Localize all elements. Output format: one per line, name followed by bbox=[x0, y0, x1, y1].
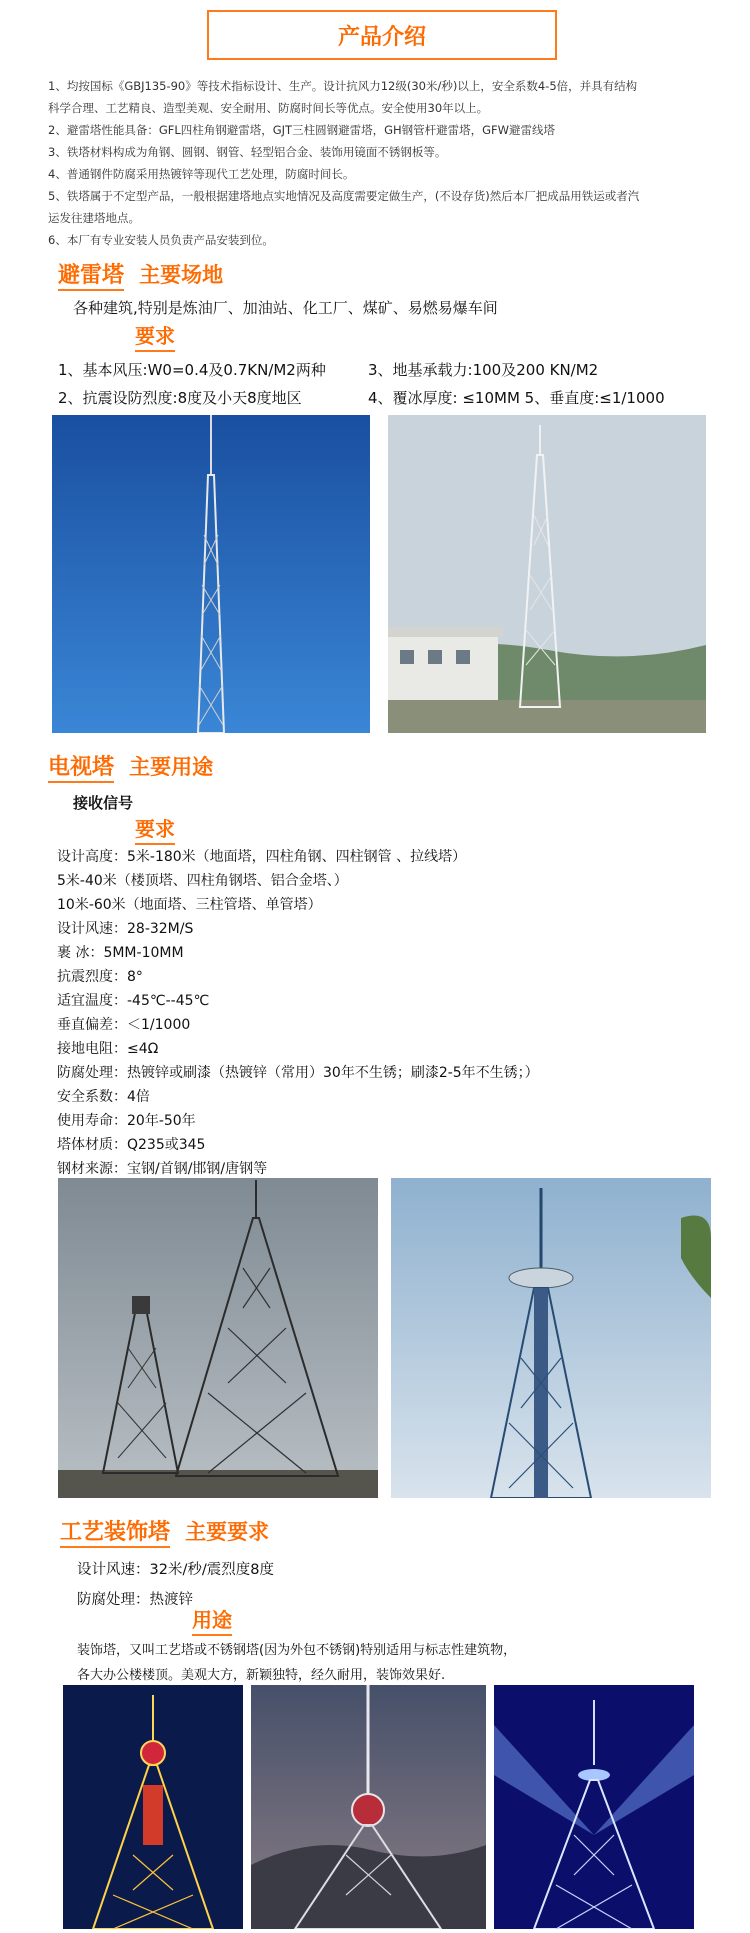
spec-item: 适宜温度：-45℃--45℃ bbox=[57, 993, 210, 1009]
deco-usage-title: 用途 bbox=[192, 1604, 232, 1636]
tv-tower-photo-2 bbox=[391, 1178, 711, 1498]
spec-item: 10米-60米（地面塔、三柱管塔、单管塔） bbox=[57, 897, 322, 913]
usage-line: 装饰塔，又叫工艺塔或不锈钢塔(因为外包不锈钢)特别适用与标志性建筑物， bbox=[77, 1643, 517, 1658]
tv-spec-list bbox=[57, 845, 539, 1181]
intro-line: 4、普通钢件防腐采用热镀锌等现代工艺处理，防腐时间长。 bbox=[48, 167, 355, 181]
spec-item: 接地电阻：≤4Ω bbox=[57, 1041, 159, 1057]
intro-line: 6、本厂有专业安装人员负责产品安装到位。 bbox=[48, 233, 274, 247]
spec-item: 设计风速：32米/秒/震烈度8度 bbox=[77, 1562, 274, 1578]
spec-item: 垂直偏差：＜1/1000 bbox=[57, 1017, 191, 1033]
tv-usage: 接收信号 bbox=[73, 794, 134, 812]
lightning-req-right bbox=[368, 356, 665, 412]
spec-item: 安全系数：4倍 bbox=[57, 1089, 150, 1105]
intro-line: 3、铁塔材料构成为角钢、圆钢、钢管、轻型铝合金、装饰用镜面不锈钢板等。 bbox=[48, 145, 447, 159]
deco-tower-photo-2 bbox=[251, 1685, 486, 1929]
intro-text bbox=[48, 75, 728, 251]
lightning-tower-photo-1 bbox=[52, 415, 370, 733]
spec-item: 5米-40米（楼顶塔、四柱角钢塔、铝合金塔、） bbox=[57, 873, 348, 889]
tv-tower-photo-1 bbox=[58, 1178, 378, 1498]
deco-section-heading bbox=[60, 1515, 269, 1546]
spec-item: 防腐处理：热渡锌 bbox=[77, 1592, 193, 1608]
spec-item: 设计风速：28-32M/S bbox=[57, 921, 194, 937]
lightning-sites: 各种建筑,特别是炼油厂、加油站、化工厂、煤矿、易燃易爆车间 bbox=[73, 299, 498, 317]
deco-tower-photo-3 bbox=[494, 1685, 694, 1929]
req-item: 4、覆冰厚度: ≤10MM 5、垂直度:≤1/1000 bbox=[368, 389, 665, 407]
lightning-section-sub: 主要场地 bbox=[139, 263, 224, 287]
intro-line: 2、避雷塔性能具备：GFL四柱角钢避雷塔，GJT三柱圆钢避雷塔，GH钢管杆避雷塔，GFW避雷线塔 bbox=[48, 123, 556, 137]
spec-item: 设计高度：5米-180米（地面塔，四柱角钢、四柱钢管 、拉线塔） bbox=[57, 849, 467, 865]
tv-section-heading bbox=[48, 750, 213, 781]
spec-item: 抗震烈度：8° bbox=[57, 969, 143, 985]
intro-line: 科学合理、工艺精良、造型美观、安全耐用、防腐时间长等优点。安全使用30年以上。 bbox=[48, 101, 489, 115]
req-item: 3、地基承载力:100及200 KN/M2 bbox=[368, 361, 599, 379]
deco-tower-photo-1 bbox=[63, 1685, 243, 1929]
spec-item: 防腐处理：热镀锌或刷漆（热镀锌（常用）30年不生锈；刷漆2-5年不生锈；） bbox=[57, 1065, 539, 1081]
tv-req-title: 要求 bbox=[135, 813, 175, 845]
page-title: 产品介绍 bbox=[207, 10, 557, 60]
deco-section-name: 工艺装饰塔 bbox=[60, 1520, 170, 1548]
spec-item: 钢材来源：宝钢/首钢/邯钢/唐钢等 bbox=[57, 1161, 268, 1177]
tv-section-name: 电视塔 bbox=[48, 755, 114, 783]
req-item: 1、基本风压:W0=0.4及0.7KN/M2两种 bbox=[58, 361, 326, 379]
intro-line: 运发往建塔地点。 bbox=[48, 211, 140, 225]
intro-line: 1、均按国标《GBJ135-90》等技术指标设计、生产。设计抗风力12级(30米/秒)以上，安全系数4-5倍，并具有结构 bbox=[48, 79, 638, 93]
usage-line: 各大办公楼楼顶。美观大方，新颖独特，经久耐用，装饰效果好. bbox=[77, 1668, 446, 1683]
lightning-section-heading bbox=[58, 258, 223, 289]
spec-item: 塔体材质：Q235或345 bbox=[57, 1137, 206, 1153]
lightning-req-title: 要求 bbox=[135, 320, 175, 352]
spec-item: 使用寿命：20年-50年 bbox=[57, 1113, 196, 1129]
lightning-tower-photo-2 bbox=[388, 415, 706, 733]
tv-section-sub: 主要用途 bbox=[129, 755, 214, 779]
req-item: 2、抗震设防烈度:8度及小天8度地区 bbox=[58, 389, 302, 407]
lightning-section-name: 避雷塔 bbox=[58, 263, 124, 291]
intro-line: 5、铁塔属于不定型产品，一般根据建塔地点实地情况及高度需要定做生产，(不设存货)然后本厂把成品用铁运或者汽 bbox=[48, 189, 640, 203]
lightning-req-left bbox=[58, 356, 326, 412]
deco-spec-list bbox=[77, 1555, 274, 1615]
spec-item: 裹 冰：5MM-10MM bbox=[57, 945, 184, 961]
deco-usage-text bbox=[77, 1638, 516, 1688]
deco-section-sub: 主要要求 bbox=[185, 1520, 270, 1544]
